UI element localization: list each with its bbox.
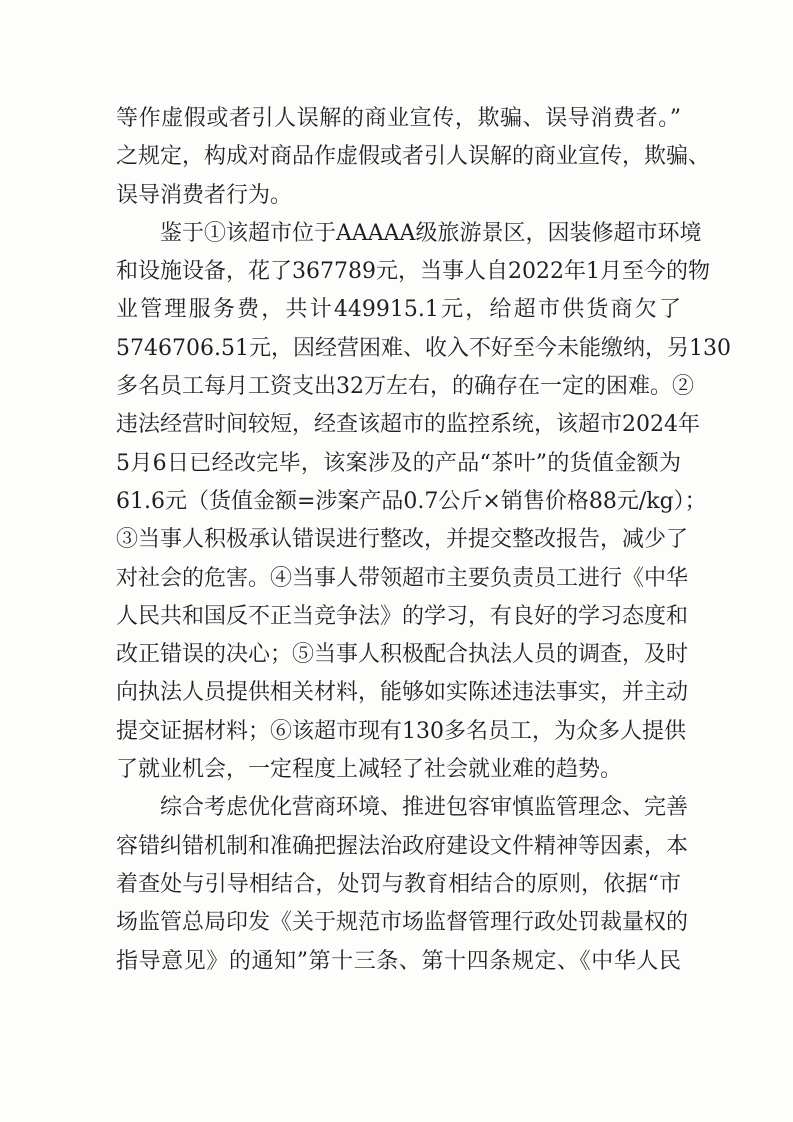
text-line: 了就业机会，一定程度上减轻了社会就业难的趋势。 <box>116 757 623 783</box>
text-line: ③当事人积极承认错误进行整改，并提交整改报告，减少了 <box>116 527 689 553</box>
text-line: 和设施设备，花了367789元，当事人自2022年1月至今的物 <box>116 259 710 285</box>
text-line: 之规定，构成对商品作虚假或者引人误解的商业宣传，欺骗、 <box>116 144 711 170</box>
text-line: 业管理服务费，共计449915.1元，给超市供货商欠了 <box>116 297 681 323</box>
text-line: 人民共和国反不正当竞争法》的学习，有良好的学习态度和 <box>116 603 689 629</box>
text-line: 违法经营时间较短，经查该超市的监控系统，该超市2024年 <box>116 412 700 438</box>
paragraph-start-line: 综合考虑优化营商环境、推进包容审慎监管理念、完善 <box>160 795 689 821</box>
text-line: 61.6元（货值金额=涉案产品0.7公斤×销售价格88元/kg）； <box>116 488 707 514</box>
text-line: 5746706.51元，因经营困难、收入不好至今未能缴纳，另130 <box>116 335 731 361</box>
text-line: 改正错误的决心；⑤当事人积极配合执法人员的调查，及时 <box>116 642 689 668</box>
paragraph-start-line: 鉴于①该超市位于AAAAA级旅游景区，因装修超市环境 <box>160 220 702 246</box>
text-line: 对社会的危害。④当事人带领超市主要负责员工进行《中华 <box>116 565 689 591</box>
text-line: 场监管总局印发《关于规范市场监督管理行政处罚裁量权的 <box>116 910 689 936</box>
text-line: 多名员工每月工资支出32万左右，的确存在一定的困难。② <box>116 374 694 400</box>
text-line: 指导意见》的通知”第十三条、第十四条规定、《中华人民 <box>116 948 681 974</box>
text-line: 误导消费者行为。 <box>116 182 293 208</box>
text-line: 容错纠错机制和准确把握法治政府建设文件精神等因素，本 <box>116 833 689 859</box>
text-line: 着查处与引导相结合，处罚与教育相结合的原则，依据“市 <box>116 871 681 897</box>
text-line: 5月6日已经改完毕，该案涉及的产品“茶叶”的货值金额为 <box>116 450 681 476</box>
text-line: 等作虚假或者引人误解的商业宣传，欺骗、误导消费者。” <box>116 106 681 131</box>
text-line: 提交证据材料；⑥该超市现有130多名员工，为众多人提供 <box>116 718 686 744</box>
document-body <box>116 100 731 981</box>
text-line: 向执法人员提供相关材料，能够如实陈述违法事实，并主动 <box>116 680 689 706</box>
